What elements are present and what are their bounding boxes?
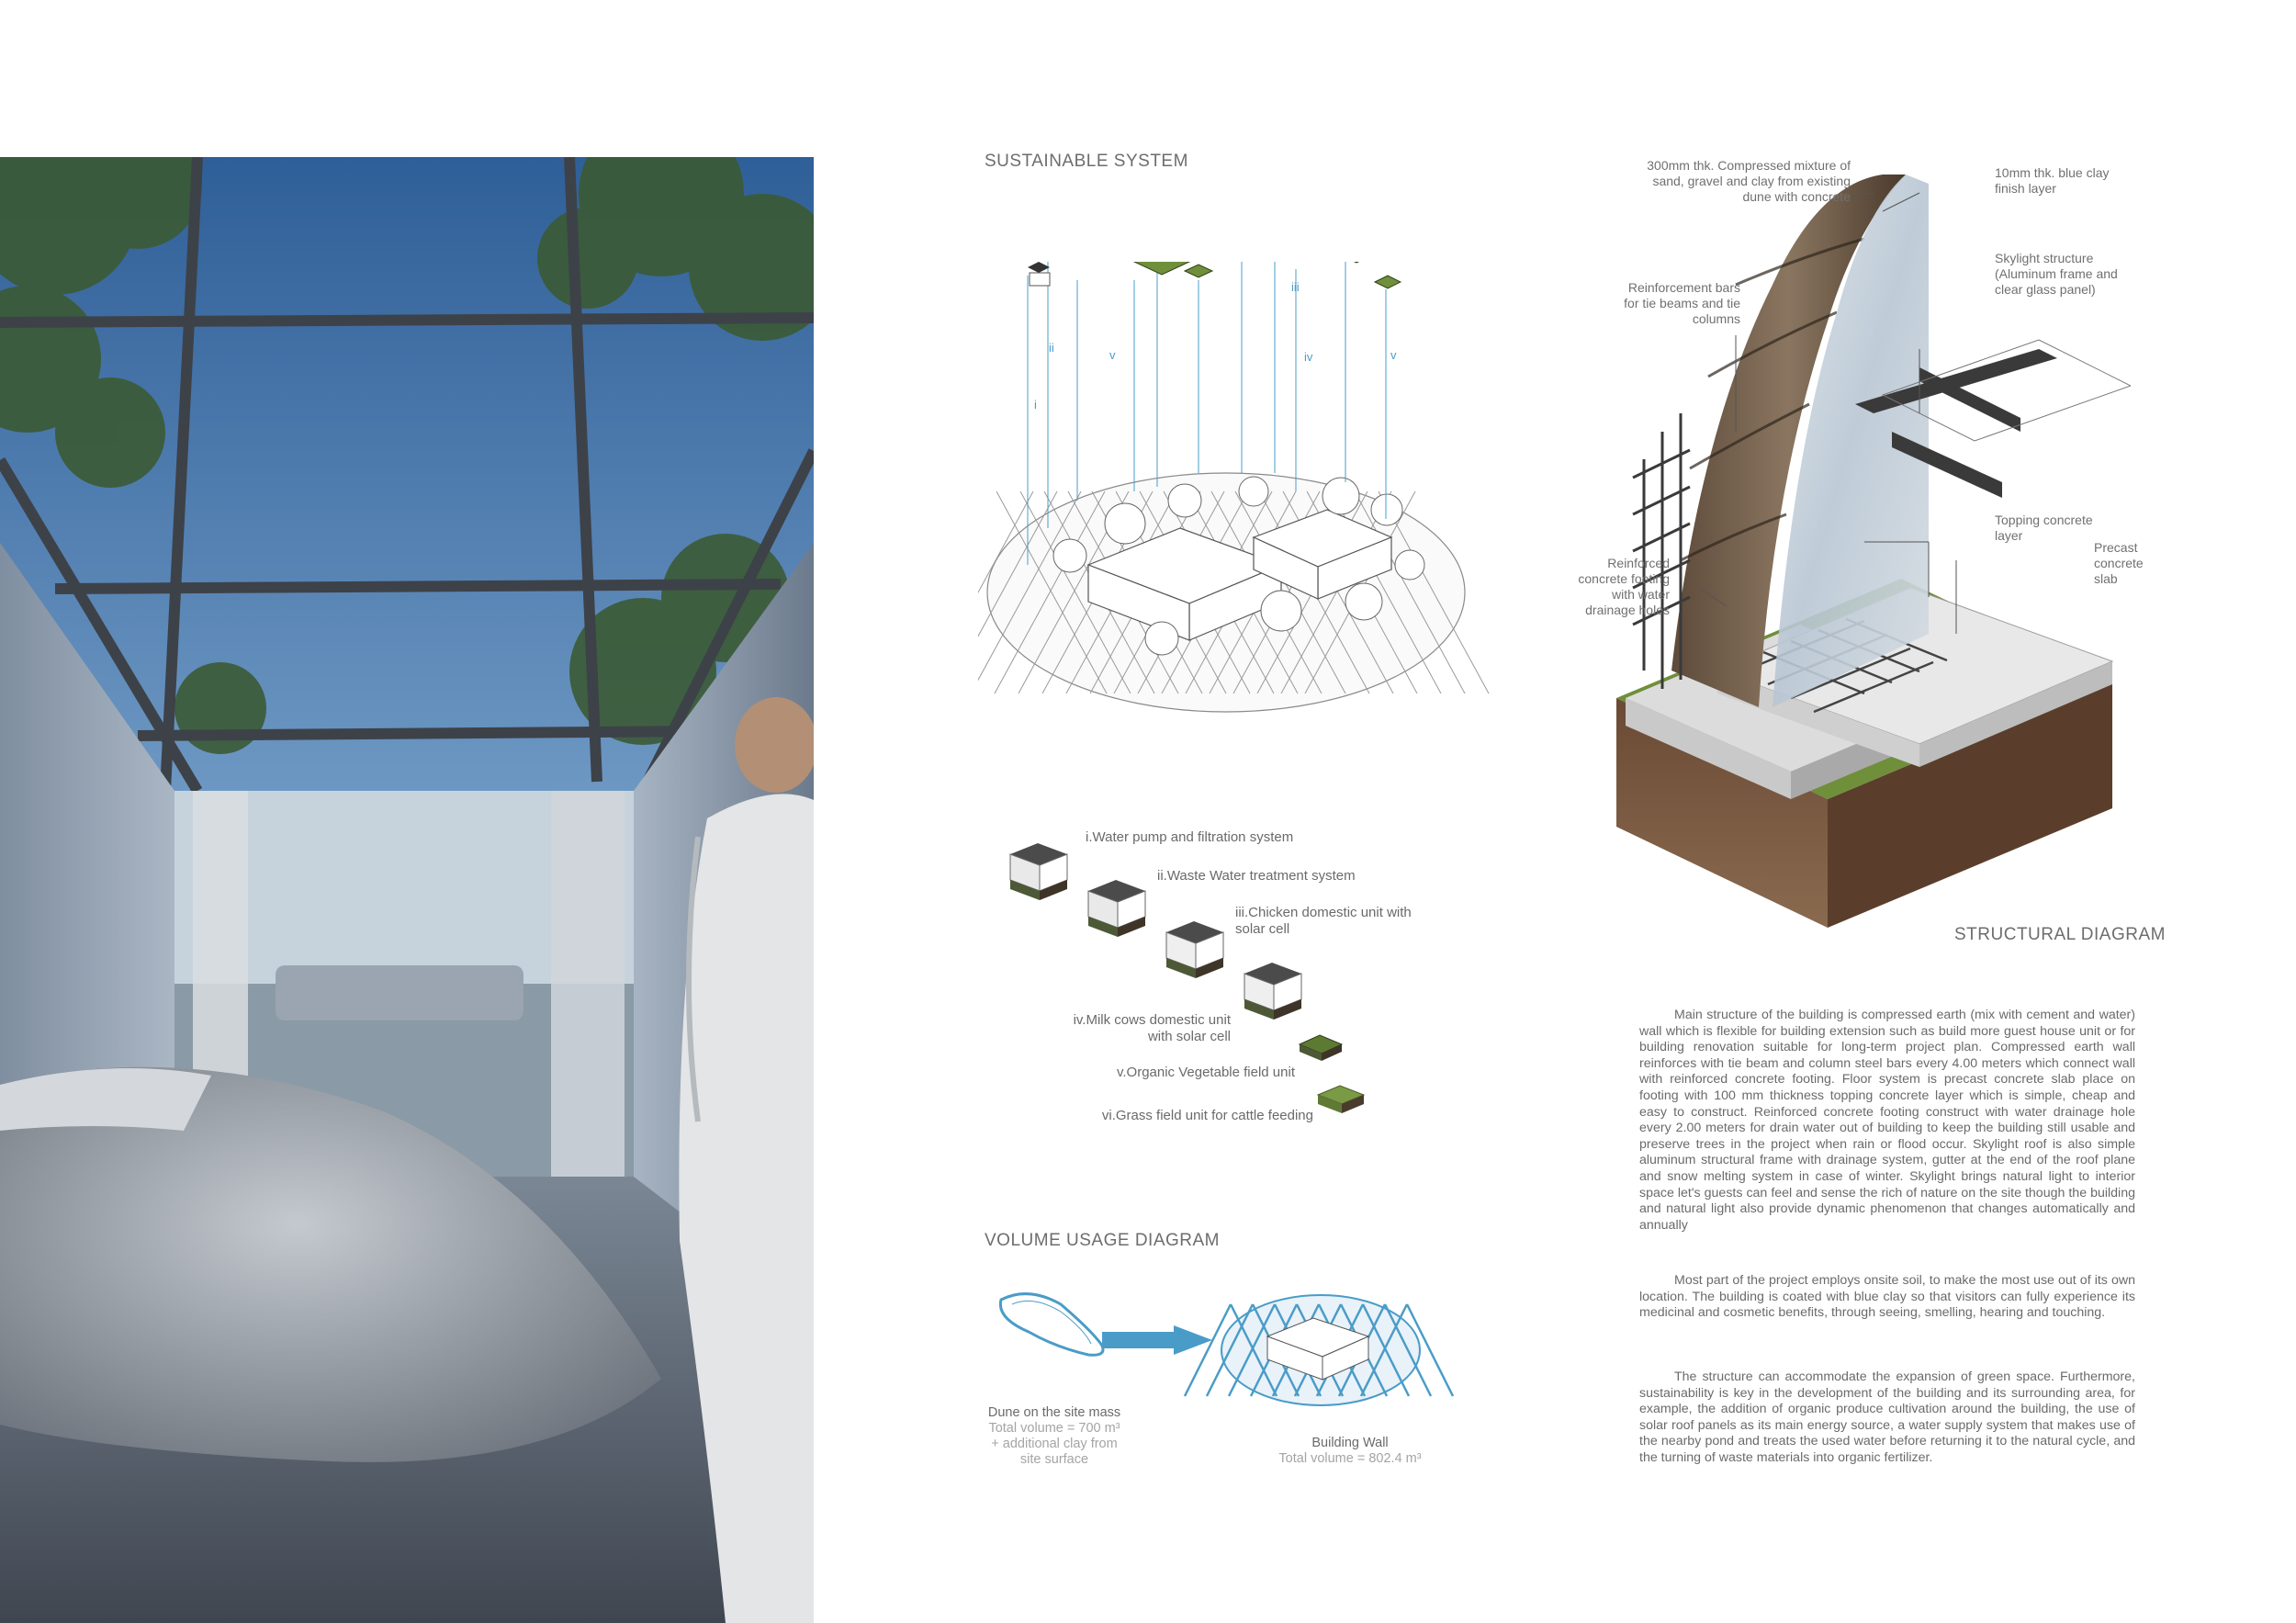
paragraph-main-structure-text: Main structure of the building is compressed earth (mix with cement and water) wall which is flexible for building extension such as build more guest house unit or for building renovation suitable for long-term project plan. Compressed earth wall reinforces with tie beam and column steel bars every 4.00 meters which connect wall with reinforced concrete footing. Floor system is precast concrete slab place on footing with 100 mm thickness topping concrete layer which is simple, cheap and easy to construct. Reinforced concrete footing construct with water drainage hole every 2.00 meters for drain water out of building to keep the building still usable and preserve trees in the project when rain or flood occur. Skylight roof is also simple aluminum structural frame with drainage system, gutter at the end of the roof plane and snow melting system in case of winter. Skylight brings natural light to interior space let's guests can feel and sense the rich of nature on the site though the building and natural light also provide dynamic phenomenon that changes automatically and annually (1639, 1008, 2135, 1233)
label-topping-concrete: Topping concrete layer (1995, 513, 2093, 543)
unit-i-icon (1010, 843, 1067, 900)
unit-iv-icon (1244, 963, 1301, 1020)
unit-v-icon (1300, 1035, 1342, 1061)
wall-volume: Total volume = 802.4 m³ (1278, 1451, 1422, 1466)
marker-iii: iii (1291, 280, 1300, 294)
label-footing: Reinforced concrete footing with water drainage holes (1578, 556, 1670, 617)
paragraph-onsite-soil-text: Most part of the project employs onsite soil, to make the most use out of its own location. The building is coated with blue clay so that visitors can fully experience its medicinal and cosmetic benefits, through seeing, smelling, hearing and touching. (1639, 1273, 2135, 1321)
unit-iii-icon (1166, 921, 1223, 978)
legend-item-iii: iii.Chicken domestic unit with solar cell (1235, 905, 1412, 937)
legend-item-ii: ii.Waste Water treatment system (1157, 868, 1356, 884)
paragraph-main-structure (1639, 1008, 2135, 1234)
label-reinforcement-bars: Reinforcement bars for tie beams and tie columns (1624, 280, 1740, 326)
structural-diagram-title: STRUCTURAL DIAGRAM (1954, 925, 2166, 944)
legend-item-v: v.Organic Vegetable field unit (1116, 1065, 1295, 1080)
volume-usage-title: VOLUME USAGE DIAGRAM (985, 1231, 1220, 1250)
marker-ii: ii (1049, 341, 1054, 355)
sustainable-system-markers (1029, 276, 1414, 423)
dune-volume: Total volume = 700 m³ (988, 1421, 1120, 1436)
legend-item-vi: vi.Grass field unit for cattle feeding (1101, 1108, 1313, 1123)
label-compressed-mixture: 300mm thk. Compressed mixture of sand, gravel and clay from existing dune with concrete (1647, 158, 1851, 204)
interior-render-image (0, 157, 814, 1623)
marker-i: i (1034, 398, 1037, 411)
label-skylight-structure: Skylight structure (Aluminum frame and clear glass panel) (1995, 251, 2118, 297)
wall-caption: Building Wall (1311, 1436, 1389, 1450)
wall-caption-block (1267, 1436, 1433, 1467)
marker-v-2: v (1390, 348, 1397, 362)
legend-item-iv: iv.Milk cows domestic unit with solar cell (1073, 1012, 1231, 1044)
legend-units-graphic (1001, 817, 1387, 1130)
unit-ii-icon (1088, 880, 1145, 937)
paragraph-onsite-soil (1639, 1273, 2135, 1322)
dune-extra: + additional clay from site surface (991, 1437, 1118, 1467)
label-blue-clay: 10mm thk. blue clay finish layer (1995, 165, 2110, 196)
dune-caption-block (981, 1405, 1128, 1468)
paragraph-green-space (1639, 1369, 2135, 1467)
paragraph-green-space-text: The structure can accommodate the expansion of green space. Furthermore, sustainability is key in the development of the building and its surrounding area, for example, the addition of organic produce cultivation around the building, the use of solar roof panels as its main energy source, a water supply system that makes use of the nearby pond and treats the used water before returning it to the natural cycle, and the turning of waste materials into organic fertilizer. (1639, 1369, 2135, 1465)
label-precast-slab: Precast concrete slab (2094, 540, 2144, 586)
marker-iv: iv (1304, 350, 1313, 364)
sustainable-system-title: SUSTAINABLE SYSTEM (985, 152, 1188, 171)
marker-v-1: v (1109, 348, 1116, 362)
dune-caption: Dune on the site mass (987, 1405, 1121, 1420)
legend-item-i: i.Water pump and filtration system (1086, 829, 1294, 845)
unit-vi-icon (1318, 1086, 1364, 1113)
